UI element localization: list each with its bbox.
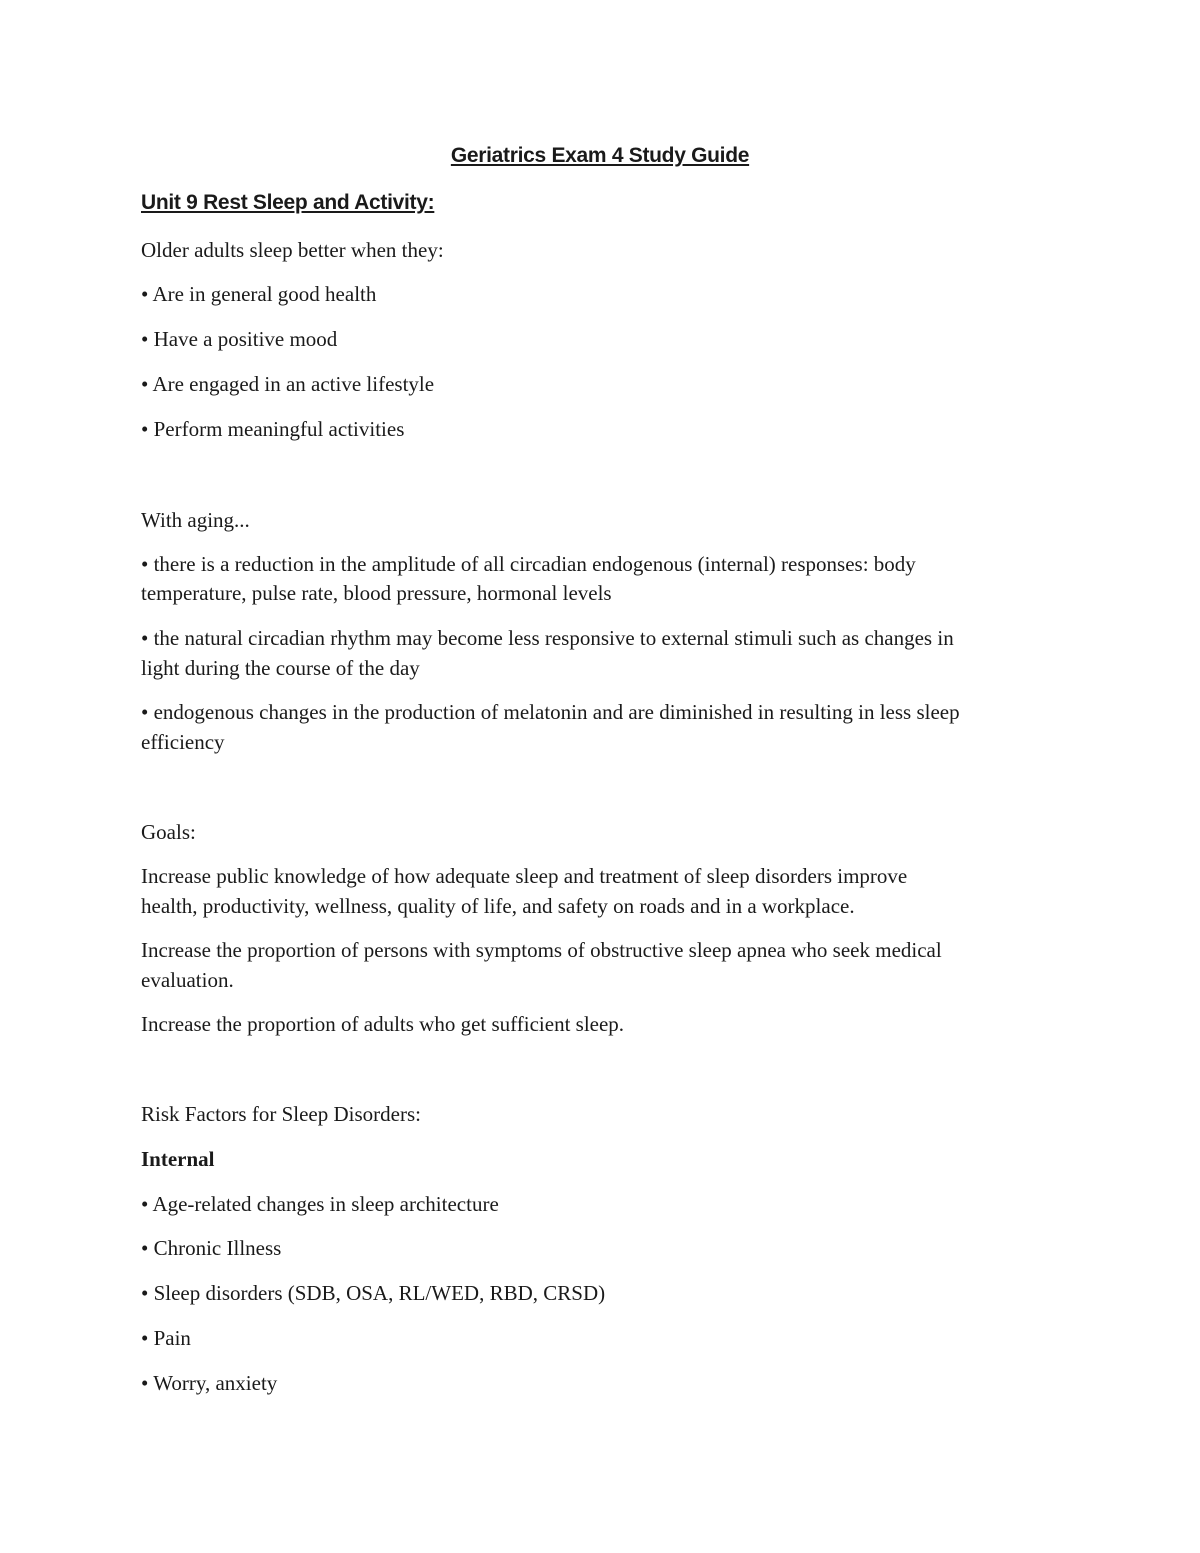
document-title: Geriatrics Exam 4 Study Guide [450,144,750,167]
list-item: • Are engaged in an active lifestyle [141,372,435,396]
list-item: • Have a positive mood [141,327,338,351]
goal-item-continuation: evaluation. [141,968,234,992]
goal-item: Increase public knowledge of how adequate sleep and treatment of sleep disorders improve [141,864,908,888]
risk-factors-heading: Risk Factors for Sleep Disorders: [141,1102,421,1126]
list-item: • Age-related changes in sleep architecture [141,1192,499,1216]
goals-heading: Goals: [141,820,196,844]
unit-heading: Unit 9 Rest Sleep and Activity: [141,191,435,214]
list-item: • Worry, anxiety [141,1371,278,1395]
list-item-continuation: light during the course of the day [141,656,420,680]
aging-intro: With aging... [141,508,250,532]
list-item: • there is a reduction in the amplitude of all circadian endogenous (internal) responses: body [141,552,916,576]
list-item: • endogenous changes in the production of melatonin and are diminished in resulting in less sleep [141,700,960,724]
internal-heading: Internal [141,1147,215,1171]
goal-item: Increase the proportion of persons with symptoms of obstructive sleep apnea who seek medical [141,938,942,962]
list-item: • Chronic Illness [141,1236,282,1260]
list-item: • Are in general good health [141,282,377,306]
sleep-better-intro: Older adults sleep better when they: [141,238,444,262]
list-item-continuation: efficiency [141,730,225,754]
list-item: • Sleep disorders (SDB, OSA, RL/WED, RBD, CRSD) [141,1281,606,1305]
list-item: • Perform meaningful activities [141,417,405,441]
goal-item: Increase the proportion of adults who get sufficient sleep. [141,1012,625,1036]
list-item: • the natural circadian rhythm may become less responsive to external stimuli such as changes in [141,626,954,650]
goal-item-continuation: health, productivity, wellness, quality of life, and safety on roads and in a workplace. [141,894,855,918]
list-item-continuation: temperature, pulse rate, blood pressure, hormonal levels [141,581,612,605]
list-item: • Pain [141,1326,191,1350]
